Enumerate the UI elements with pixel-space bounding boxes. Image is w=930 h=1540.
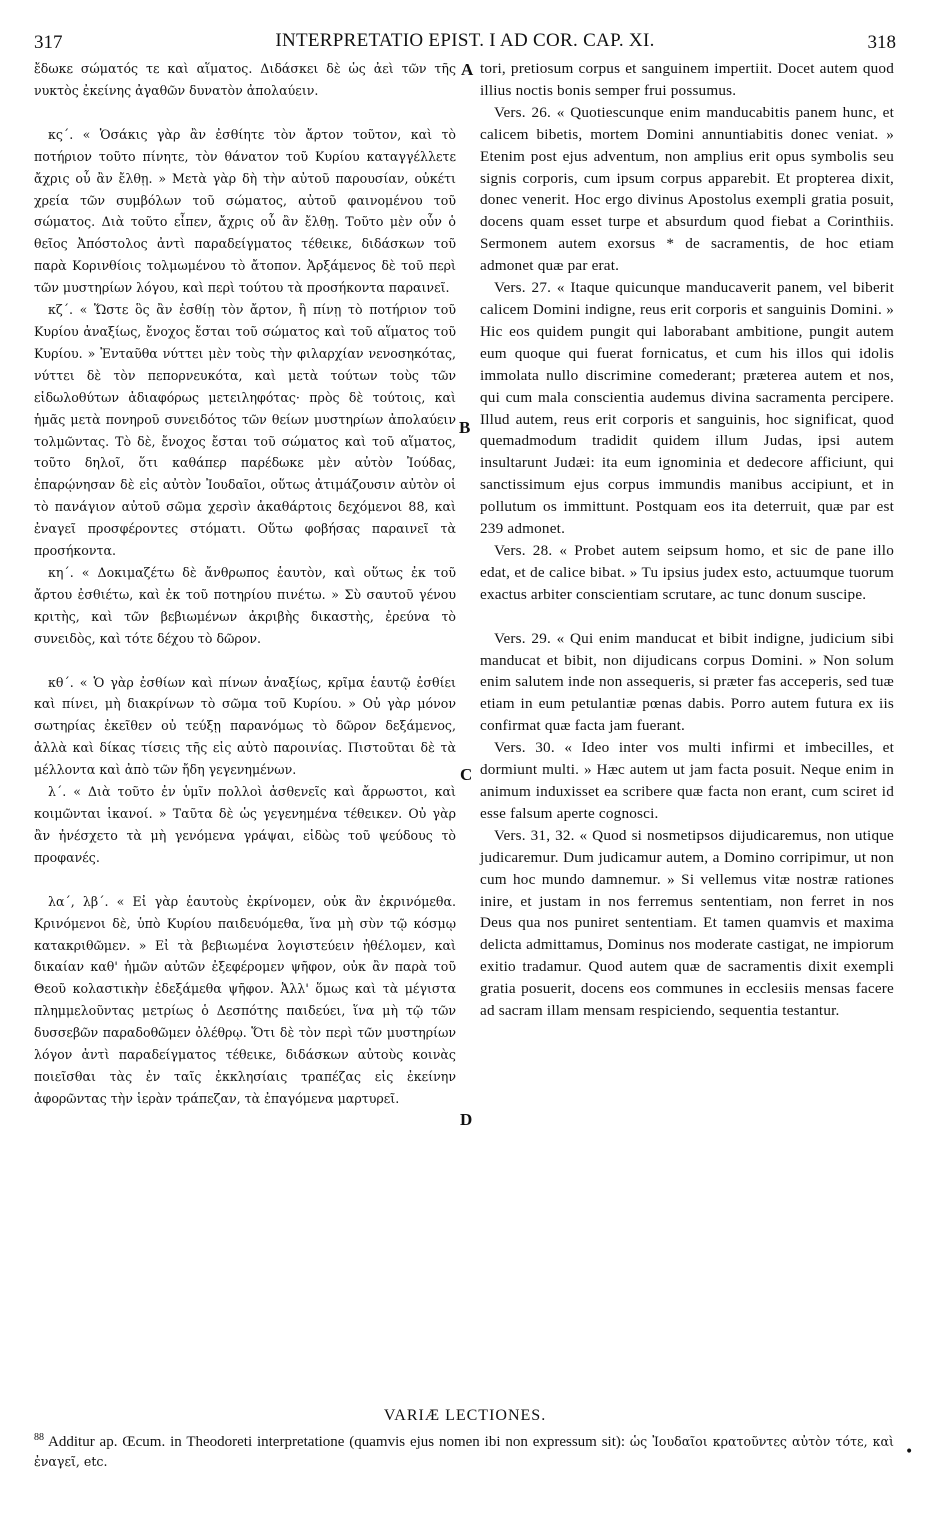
- latin-paragraph-29: Vers. 29. « Qui enim manducat et bibit indigne, judicium sibi manducat et bibit, non dijudicans corpus Domini. » Non solum enim salutem inde non assequeris, si præter fas acceperis, sed tuæ etiam in eum petulantiæ pœnas dabis. Porro autem futura ex iis confirmat quæ facta jam fuerant.: [480, 629, 894, 735]
- greek-paragraph-31-32: λα΄, λβ΄. « Εἰ γὰρ ἑαυτοὺς ἐκρίνομεν, οὐκ ἂν ἐκρινόμεθα. Κρινόμενοι δὲ, ὑπὸ Κυρίου παιδευόμεθα, ἵνα μὴ σὺν τῷ κόσμῳ κατακριθῶμεν. » Εἰ τὰ βεβιωμένα λογιστεύειν ἠθέλομεν, καὶ δικαίαν καθ' ἡμῶν αὐτῶν ἐξεφέρομεν ψῆφον, οὐκ ἂν παρὰ τοῦ Θεοῦ κολαστικὴν ἐδεξάμεθα ψῆφον. Ἀλλ' ὅμως καὶ τὰ μέγιστα πλημμελοῦντας μετρίως ὁ Δεσπότης παιδεύει, ἵνα μὴ τῷ τῶν δυσσεβῶν παραδοθῶμεν ὀλέθρῳ. Ὅτι δὲ τὸν περὶ τῶν μυστηρίων λόγον ἀντὶ παραδείγματος τέθεικε, διδάσκων αὐτοὺς κοινὰς ποιεῖσθαι τὰς ἐν ταῖς ἐκκλησίαις τραπέζας εἰς ἐκείνην ἀφορῶντας τὴν ἱερὰν τράπεζαν, τὰ ἐπαγόμενα μαρτυρεῖ.: [34, 893, 456, 1106]
- latin-paragraph-28: Vers. 28. « Probet autem seipsum homo, et sic de pane illo edat, et de calice bibat. » Tu ipsius judex esto, actuumque tuorum exactus arbiter conscientiam scrutare, ac tunc donum suscipe.: [480, 541, 894, 603]
- margin-letter-d: D: [460, 1110, 473, 1129]
- running-header: [34, 30, 896, 56]
- page-number-right: 318: [867, 32, 896, 53]
- variant-greek-text: ὡς Ἰουδαῖοι κρατοῦντες αὐτὸν τότε, καὶ ἐναγεῖ, etc.: [34, 1434, 894, 1469]
- latin-paragraph-26: Vers. 26. « Quotiescunque enim manducabitis panem hunc, et calicem bibetis, mortem Domini annuntiabitis donec veniat. » Etenim post ejus adventum, non amplius erit opus symbolis seu signis corporis, cum ipsum corpus apparebit. Et propterea dixit, donec venerit. Hoc ergo divinus Apostolus exempli gratia posuit, docens quam esset turpe et absurdum quod fiebat a Corinthiis. Sermonem autem exorsus * de sacramentis, de hoc etiam admonet quæ par erat.: [480, 103, 894, 275]
- margin-bullet: •: [905, 1444, 914, 1460]
- variae-lectiones-heading: VARIÆ LECTIONES.: [383, 1407, 547, 1424]
- page-number-left: 317: [34, 32, 63, 53]
- margin-letter-b: B: [459, 418, 471, 437]
- variant-note: [34, 1428, 894, 1472]
- margin-letter-a: A: [461, 60, 474, 79]
- variant-latin-text: Additur ap. Œcum. in Theodoreti interpretatione (quamvis ejus nomen ibi non expressum sit):: [48, 1434, 626, 1450]
- greek-paragraph-27: κζ΄. « Ὥστε ὃς ἂν ἐσθίῃ τὸν ἄρτον, ἢ πίνῃ τὸ ποτήριον τοῦ Κυρίου ἀναξίως, ἔνοχος ἔσται τοῦ σώματος καὶ τοῦ αἵματος τοῦ Κυρίου. » Ἐνταῦθα νύττει μὲν τοὺς τὴν φιλαρχίαν νενοσηκότας, νύττει δὲ τὸν πεπορνευκότα, καὶ μετὰ τούτων τοὺς τῶν εἰδωλοθύτων ἀδιαφόρως μετειληφότας· πρὸς δὲ τούτοις, καὶ ἡμᾶς μετὰ πονηροῦ συνειδότος τῶν θείων μυστηρίων ἀπολαύειν τολμῶντας. Τὸ δὲ, ἔνοχος ἔσται τοῦ σώματος καὶ τοῦ αἵματος, τοῦτο δηλοῖ, ὅτι καθάπερ παρέδωκε μὲν αὐτὸν Ἰούδας, ἐπαρῴνησαν δὲ εἰς αὐτὸν Ἰουδαῖοι, οὕτως ἀτιμάζουσιν αὐτὸν οἱ τὸ πανάγιον αὐτοῦ σῶμα χερσὶν ἀκαθάρτοις δεχόμενοι 88, καὶ ἐναγεῖ προσφέροντες στόματι. Οὕτω φοβήσας παραινεῖ τὰ προσήκοντα.: [34, 302, 456, 559]
- greek-paragraph-29: κθ΄. « Ὁ γὰρ ἐσθίων καὶ πίνων ἀναξίως, κρῖμα ἑαυτῷ ἐσθίει καὶ πίνει, μὴ διακρίνων τὸ σῶμα τοῦ Κυρίου. » Οὐ γὰρ μόνον σωτηρίας ἐκεῖθεν οὐ τεύξῃ παρανόμως τὸ δῶρον δεξάμενος, ἀλλὰ καὶ δίκας τίσεις τῆς εἰς αὐτὸ παροινίας. Πιστοῦται δὲ τὰ μέλλοντα καὶ ἀπὸ τῶν ἤδη γεγενημένων.: [34, 674, 456, 778]
- greek-paragraph-30: λ΄. « Διὰ τοῦτο ἐν ὑμῖν πολλοὶ ἀσθενεῖς καὶ ἄρρωστοι, καὶ κοιμῶνται ἱκανοί. » Ταῦτα δὲ ὡς γεγενημένα τέθεικεν. Οὐ γὰρ ἂν ἠνέσχετο τὰ μὴ γενόμενα γράψαι, εἰδὼς τοῦ ψεύδους τὸ προφανές.: [34, 784, 456, 865]
- greek-paragraph-intro: ἔδωκε σώματός τε καὶ αἵματος. Διδάσκει δὲ ὡς ἀεὶ τῶν τῆς νυκτὸς ἐκείνης ἀγαθῶν δυνατὸν ἀπολαύειν.: [34, 61, 456, 98]
- latin-column: [480, 58, 894, 1022]
- margin-letter-c: C: [460, 765, 473, 784]
- latin-paragraph-30: Vers. 30. « Ideo inter vos multi infirmi et imbecilles, et dormiunt multi. » Hæc autem ut jam facta posuit. Neque enim in animum induxisset ea scribere quæ facta non erant, cum sciret id esse falsum aperte cognosci.: [480, 739, 894, 822]
- greek-paragraph-28: κη΄. « Δοκιμαζέτω δὲ ἄνθρωπος ἑαυτὸν, καὶ οὕτως ἐκ τοῦ ἄρτου ἐσθιέτω, καὶ ἐκ τοῦ ποτηρίου πινέτω. » Σὺ σαυτοῦ γένου κριτὴς, καὶ τῶν βεβιωμένων ἀκριβὴς δικαστὴς, ἐρεύνα τὸ συνειδὸς, καὶ τότε δέχου τὸ δῶρον.: [34, 564, 456, 646]
- latin-paragraph-31-32: Vers. 31, 32. « Quod si nosmetipsos dijudicaremus, non utique judicaremur. Dum judicamur autem, a Domino corripimur, ut non cum hoc mundo damnemur. » Si vellemus vitæ nostræ rationes inire, et justam in nos ferremus sententiam, non ferret in nos Deus qua nos puniret sententiam. Et tamen quamvis et maxima delicta admittamus, Dominus nos moderate castigat, ne impiorum exitio tradamur. Quod autem quæ de sacramentis dixit exempli gratia posuerit, docens eos communes in ecclesiis mensas facere ad sacram illam mensam respiciendo, sequentia testantur.: [480, 826, 894, 1020]
- latin-paragraph-27: Vers. 27. « Itaque quicunque manducaverit panem, vel biberit calicem Domini indigne, reus erit corporis et sanguinis Domini. » Hic eos quidem pungit qui laborabant ambitione, pungit autem eum quoque qui fuerat fornicatus, et cum his illos qui idolis immolata nullo discrimine comederant; præterea autem et nos, qui cum mala conscientia audemus divina sacramenta percipere. Illud autem, reus erit corporis et sanguinis, hoc significat, quod quemadmodum tradidit quidem illum Judas, ipsi autem insultarunt Judæi: ita eum ignominia et dedecore afficiunt, qui sanctissimum ejus corpus immundis manibus accipiunt, et in pollutum os immittunt. Postquam eos ita deterruit, quæ par est 239 admonet.: [480, 279, 894, 538]
- greek-column: [34, 58, 456, 1110]
- page-title: INTERPRETATIO EPIST. I AD COR. CAP. XI.: [275, 30, 655, 51]
- latin-paragraph-intro: tori, pretiosum corpus et sanguinem impertiit. Docet autem quod illius noctis bonis semper frui possumus.: [480, 60, 894, 99]
- note-number: 88: [34, 1432, 44, 1443]
- greek-paragraph-26: κς΄. « Ὁσάκις γὰρ ἂν ἐσθίητε τὸν ἄρτον τοῦτον, καὶ τὸ ποτήριον τοῦτο πίνητε, τὸν θάνατον τοῦ Κυρίου καταγγέλλετε ἄχρις οὗ ἂν ἔλθῃ. » Μετὰ γὰρ δὴ τὴν αὐτοῦ παρουσίαν, οὐκέτι χρεία τῶν συμβόλων τοῦ σώματος, αὐτοῦ φαινομένου τοῦ σώματος. Διὰ τοῦτο εἶπεν, ἄχρις οὗ ἂν ἔλθῃ. Τοῦτο μὲν οὖν ὁ θεῖος Ἀπόστολος ἀντὶ παραδείγματος τέθεικε, διδάσκων τοῦ παρὰ Κορινθίοις τολμωμένου τὸ ἄτοπον. Ἀρξάμενος δὲ τοῦ περὶ τῶν μυστηρίων λόγου, καὶ περὶ τούτου τὰ προσήκοντα παραινεῖ.: [34, 126, 456, 296]
